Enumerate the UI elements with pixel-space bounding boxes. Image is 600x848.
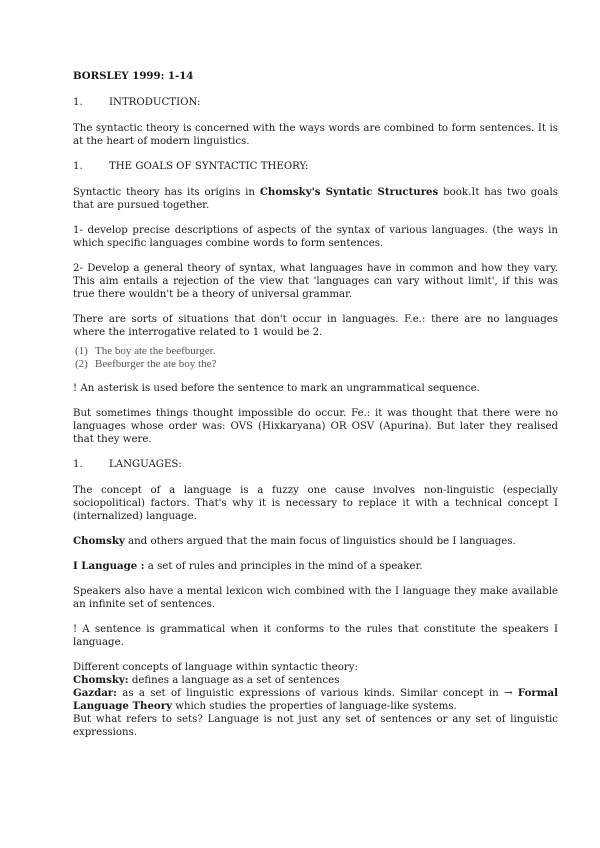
concepts-block (73, 661, 558, 739)
text-span: a set of rules and principles in the mind of a speaker. (144, 561, 423, 572)
paragraph-goal-2: 2- Develop a general theory of syntax, what languages have in common and how they vary. This aim entails a rejection of the view that 'languages can vary without limit', if this was true there wouldn't be a theory of universal grammar. (73, 263, 558, 300)
paragraph-concepts: Different concepts of language within syntactic theory: (73, 662, 358, 673)
document-title: BORSLEY 1999: 1-14 (73, 70, 194, 82)
bold-text: Formal Language Theory (73, 687, 558, 712)
paragraph-grammatical: ! A sentence is grammatical when it conforms to the rules that constitute the speakers I language. (73, 624, 558, 648)
section-heading-languages (73, 458, 558, 471)
paragraph-lexicon: Speakers also have a mental lexicon wich combined with the I language they make available an infinite set of sentences. (73, 586, 558, 610)
section-label: INTRODUCTION: (109, 97, 201, 108)
section-label: LANGUAGES: (109, 459, 182, 470)
text-span: which studies the properties of language-like systems. (172, 701, 457, 712)
document-page (73, 70, 558, 739)
section-number: 1. (73, 97, 83, 108)
section-heading-goals (73, 160, 558, 173)
text-span: defines a language as a set of sentences (128, 675, 340, 686)
example-text: The boy ate the beefburger. (95, 345, 216, 357)
text-span: and others argued that the main focus of linguistics should be I languages. (124, 536, 516, 547)
example-number: (2) (75, 357, 88, 370)
bold-text: Chomsky: (73, 674, 129, 686)
section-heading-introduction (73, 96, 558, 109)
paragraph-goal-1: 1- develop precise descriptions of aspects of the syntax of various languages. (the ways in which specific languages combine words to form sentences. (73, 225, 558, 249)
paragraph-chomsky-def (73, 674, 558, 687)
paragraph-i-language (73, 560, 558, 573)
bold-text: Chomsky (73, 535, 125, 547)
section-number: 1. (73, 161, 83, 172)
paragraph-sorts: There are sorts of situations that don't occur in languages. F.e.: there are no languages where the interrogative related to 1 would be 2. (73, 314, 558, 338)
text-span: as a set of linguistic expressions of various kinds. Similar concept in → (116, 688, 518, 699)
example-number: (1) (75, 345, 88, 357)
example-item (75, 345, 558, 358)
paragraph-gazdar-def (73, 687, 558, 713)
paragraph-intro: The syntactic theory is concerned with the ways words are combined to form sentences. It is at the heart of modern linguistics. (73, 123, 558, 147)
text-span: book.It has two goals that are pursued together. (73, 187, 558, 211)
paragraph-chomsky (73, 535, 558, 548)
section-label: THE GOALS OF SYNTACTIC THEORY: (109, 161, 309, 172)
paragraph-sets: But what refers to sets? Language is not just any set of sentences or any set of linguistic expressions. (73, 714, 558, 738)
example-text: Beefburger the ate boy the? (95, 357, 217, 370)
paragraph-asterisk: ! An asterisk is used before the sentence to mark an ungrammatical sequence. (73, 383, 480, 394)
paragraph-impossible: But sometimes things thought impossible do occur. Fe.: it was thought that there were no languages whose order was: OVS (Hixkaryana) OR OSV (Apurina). But later they realised that they were. (73, 408, 558, 445)
example-item (75, 358, 558, 371)
paragraph-origins (73, 186, 558, 212)
example-sentences (75, 345, 558, 370)
text-span: Syntactic theory has its origins in (73, 187, 260, 198)
bold-text: I Language : (73, 560, 145, 572)
bold-text: Chomsky's Syntatic Structures (259, 186, 439, 198)
paragraph-concept: The concept of a language is a fuzzy one cause involves non-linguistic (especially sociopolitical) factors. That's why it is necessary to replace it with a technical concept I (internalized) language. (73, 485, 558, 522)
section-number: 1. (73, 459, 83, 470)
bold-text: Gazdar: (73, 687, 117, 699)
